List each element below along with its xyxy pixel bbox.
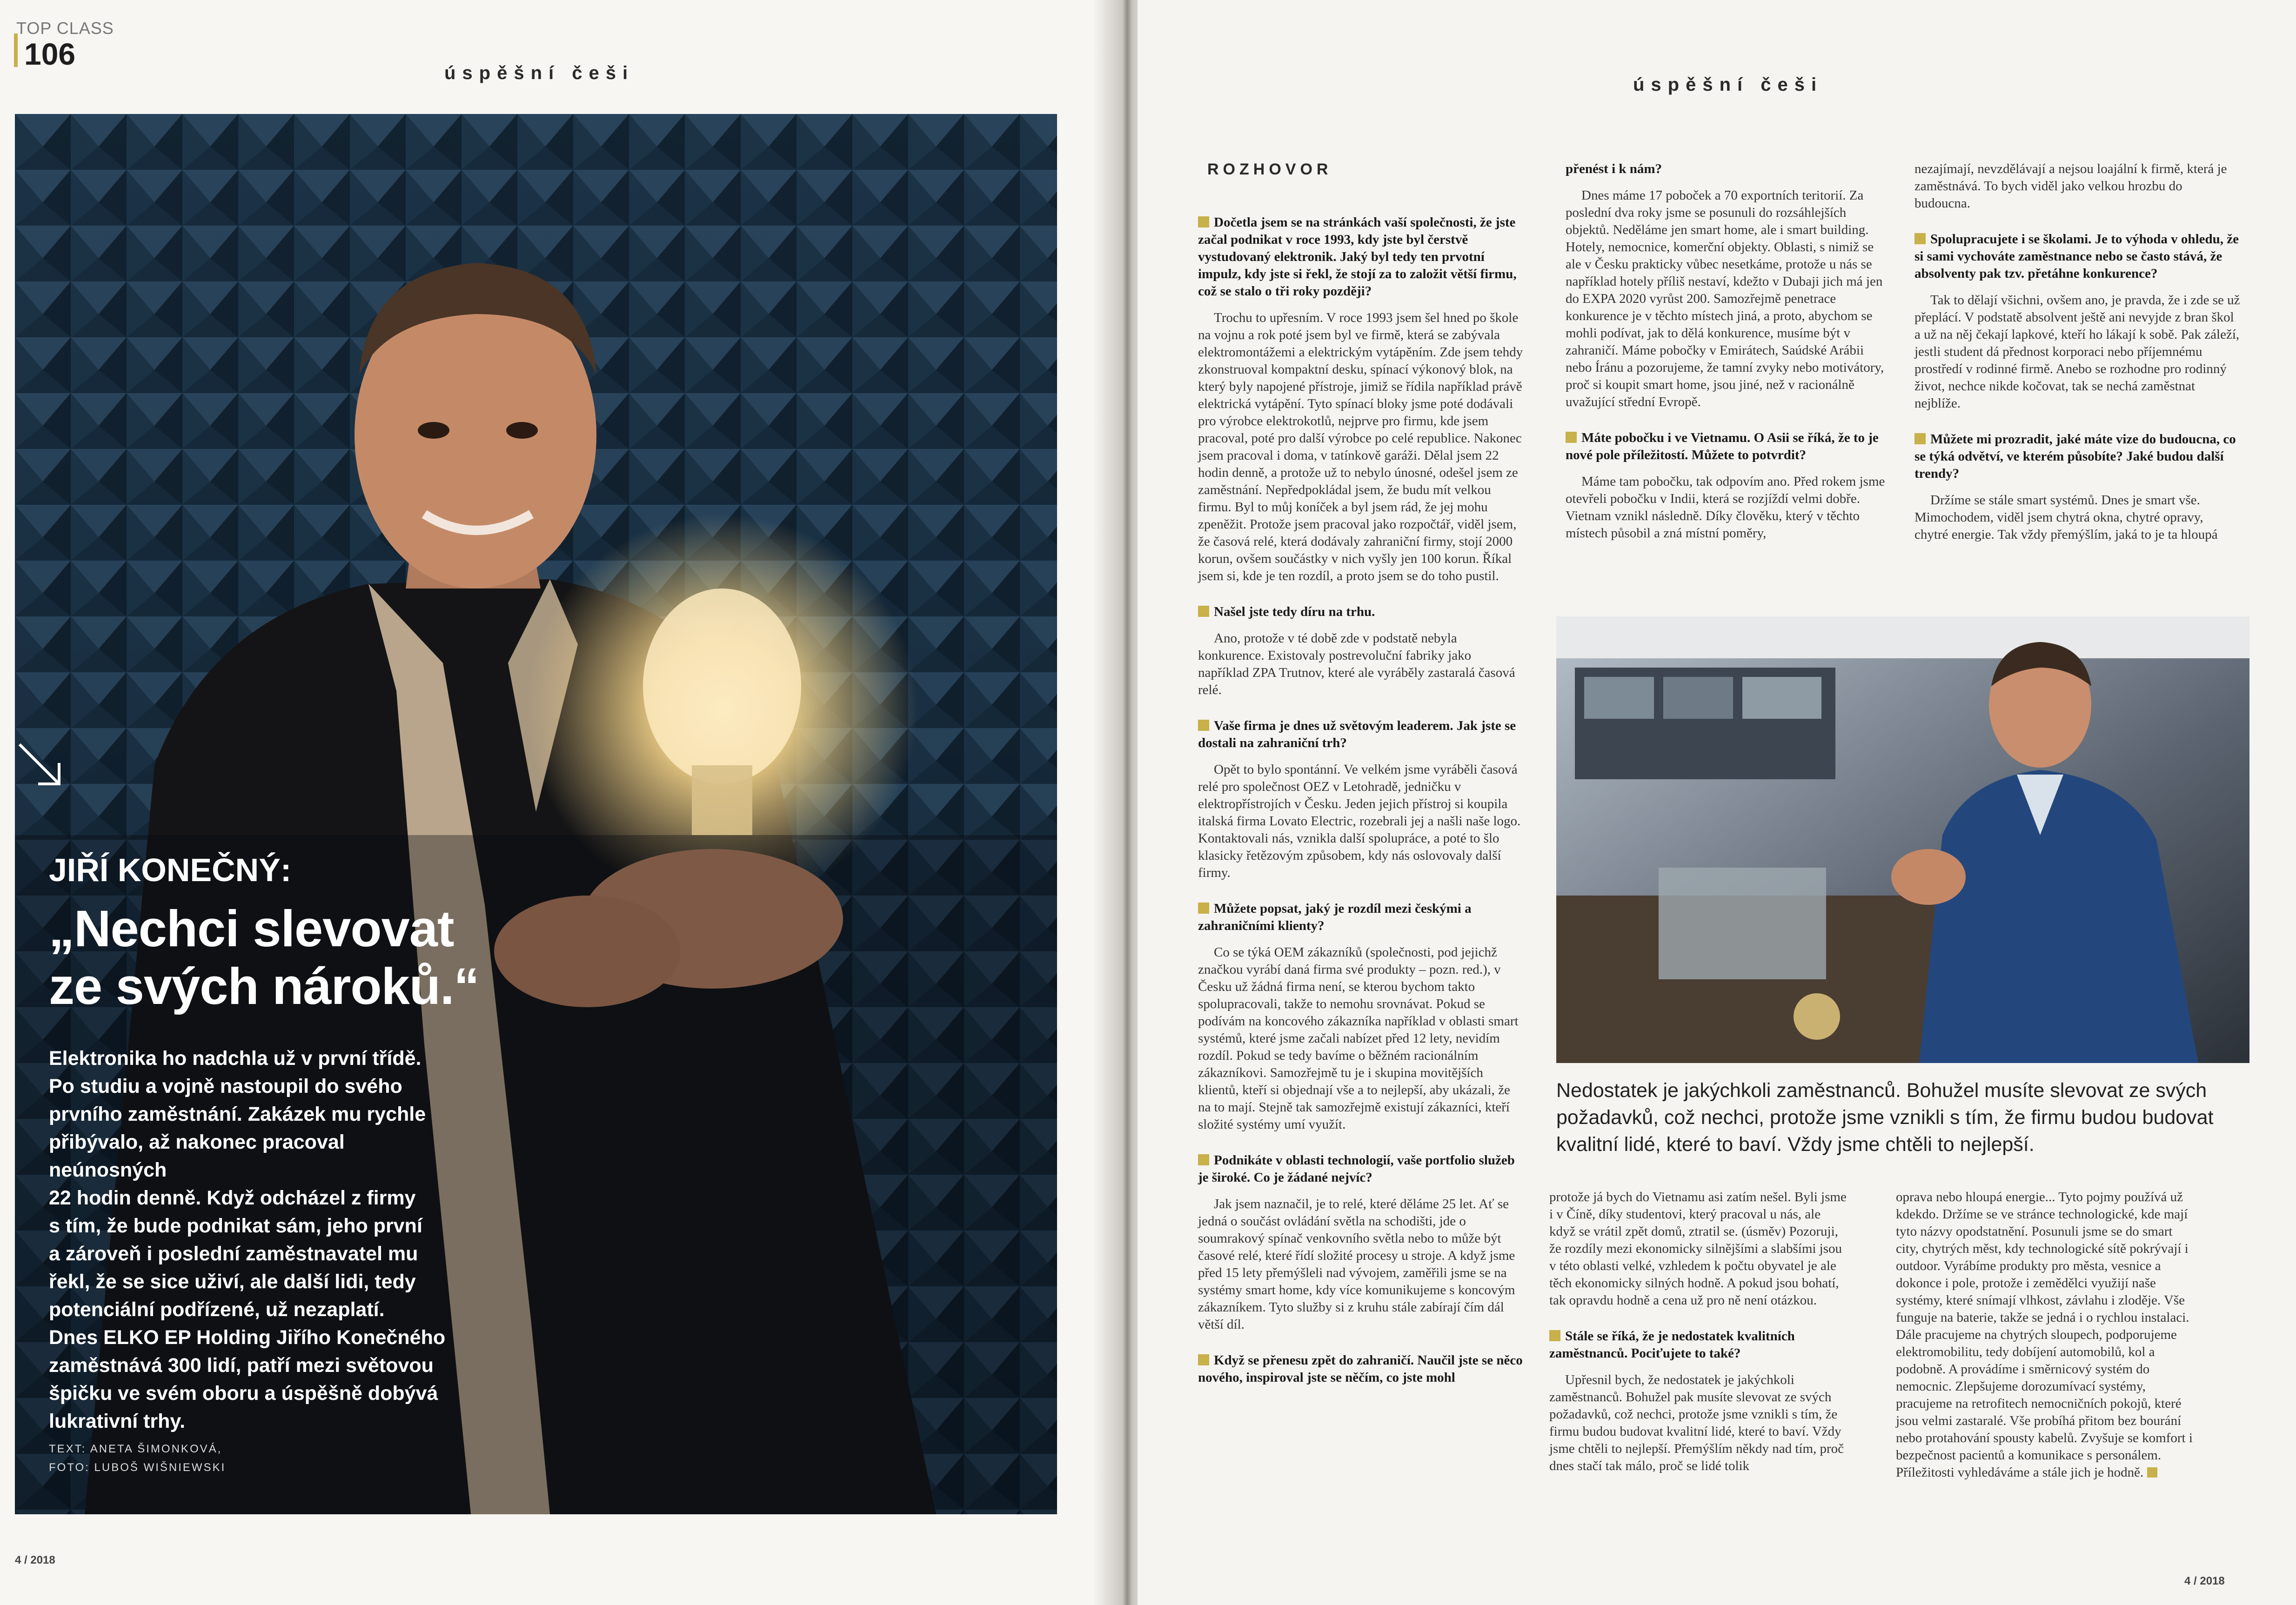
answer: Držíme se stále smart systémů. Dnes je smart vše. Mimochodem, viděl jsem chytrá okna, chytré opravy, chytré energie. Tak vždy přemýšlím, jaká to je ta hloupá — [1914, 493, 2218, 542]
lead-line: Elektronika ho nadchla už v první třídě. — [49, 1047, 422, 1070]
arrow-down-right-icon — [15, 740, 66, 791]
photo-caption: Nedostatek je jakýchkoli zaměstnanců. Bohužel musíte slevovat ze svých požadavků, což nechci, protože jsme vznikli s tím, že firmu budou budovat kvalitní lidé, které to baví. Vždy jsme chtěli to nejlepší. — [1556, 1079, 2214, 1156]
answer-continued: nezajímají, nevzdělávají a nejsou loajální k firmě, která je zaměstnává. To bych viděl jako velkou hrozbu do budoucna. — [1914, 161, 2227, 211]
question-marker-icon — [1566, 432, 1577, 443]
lead-line: prvního zaměstnání. Zakázek mu rychle — [49, 1103, 426, 1125]
lead-line: potenciální podřízené, už nezaplatí. — [49, 1298, 385, 1321]
article-column-3-top — [1914, 160, 2240, 562]
lead-line: a zároveň i poslední zaměstnavatel mu — [49, 1243, 418, 1265]
question-marker-icon — [1198, 606, 1209, 617]
answer: Co se týká OEM zákazníků (společnosti, pod jejichž značkou vyrábí daná firma své produkty – pozn. red.), v Česku už žádná firma není, se kterou bychom takto spolupracovali, takže to nemohu srovnávat. Pokud se podívám na koncového zákazníka například v oblasti smart systémů, které jsme začali nabízet před 12 lety, nevidím rozdíl. Pokud se tedy bavíme o běžném racionálním zákazníkovi. Samozřejmě tu je i skupina movitějších klientů, kteří si objednají vše a to nejlepší, aby ukázali, že na to mají. Stejně tak samozřejmě existují zákazníci, kteří složité systémy umí využít. — [1198, 945, 1519, 1132]
rubric: ROZHOVOR — [1207, 160, 1332, 178]
headline-line: „Nechci slevovat — [49, 900, 454, 957]
answer: Jak jsem naznačil, je to relé, které děláme 25 let. Ať se jedná o součást ovládání světla na schodišti, jde o soumrakový spínač venkovního světla nebo to může být časové relé, které řídí složité procesy u stroje. A když jsme před 15 lety přemýšleli nad vývojem, zaměřili jsme se na systémy smart home, kdy více komunikujeme s koncovým zákazníkem. Tyto služby si z kruhu stále zabírají čím dál větší díl. — [1198, 1197, 1515, 1332]
lead-paragraph — [49, 1044, 468, 1435]
brand-name: TOP CLASS — [16, 19, 114, 38]
lead-line: 22 hodin denně. Když odcházel z firmy — [49, 1187, 416, 1209]
question: Našel jste tedy díru na trhu. — [1198, 603, 1524, 621]
headline-line: ze svých nároků.“ — [49, 958, 479, 1015]
lead-line: s tím, že bude podnikat sám, jeho první — [49, 1215, 422, 1237]
left-page — [0, 0, 1117, 1605]
question: Dočetla jsem se na stránkách vaší společnosti, že jste začal podnikat v roce 1993, kdy jste byl čerstvě vystudovaný elektronik. Jaký byl tedy ten prvotní impulz, kdy jste si řekl, že stojí za to založit větší firmu, což se stalo o tři roky později? — [1198, 215, 1517, 299]
article-column-2-top — [1566, 160, 1887, 561]
lab-photo — [1556, 616, 2249, 1063]
brand-accent-bar — [14, 33, 18, 67]
answer: Trochu to upřesním. V roce 1993 jsem šel hned po škole na vojnu a rok poté jsem byl ve firmě, která se zabývala elektromontážemi a elektrickým vytápěním. Zde jsem tehdy zkonstruoval kompaktní desku, spínací výkonový blok, na který byly napojené přístroje, jimiž se řídila například právě elektrická vytápění. Tyto spínací bloky jsme poté dodávali pro výrobce elektrokotlů, nejprve pro firmu, kde jsem pracoval, poté pro další výrobce po celé republice. Nakonec jsem pracoval i doma, v tatínkově garáži. Dělal jsem 22 hodin denně, a protože už to nebylo únosné, odešel jsem ze zaměstnání. Nepředpokládal jsem, že budu mít velkou firmu. Byl to můj koníček a byl jsem rád, že jej mohu zpeněžit. Protože jsem pracoval jako rozpočtář, viděl jsem, že časová relé, která dodávaly zahraniční firmy, stojí 2000 korun, ovšem součástky v nich vyšly jen 100 korun. Říkal jsem si, kde je ten rozdíl, a proto jsem se do toho pustil. — [1198, 310, 1523, 583]
lead-line: špičku ve svém oboru a úspěšně dobývá — [49, 1382, 438, 1404]
question: Když se přenesu zpět do zahraničí. Naučil jste se něco nového, inspiroval jste se něčím, co jste mohl — [1198, 1353, 1523, 1385]
question: Stále se říká, že je nedostatek kvalitních zaměstnanců. Pociťujete to také? — [1549, 1329, 1795, 1361]
page-number: 106 — [24, 37, 76, 71]
section-title-right: úspěšní češi — [1633, 74, 1823, 95]
lead-line: Po studiu a vojně nastoupil do svého — [49, 1075, 402, 1097]
answer: Dnes máme 17 poboček a 70 exportních teritorií. Za poslední dva roky jsme se posunuli do rozsáhlejších objektů. Neděláme jen smart home, ale i smart building. Hotely, nemocnice, komerční objekty. Oblasti, s nimiž se ale v Česku prakticky vůbec nesetkáme, protože u nás se například hotely příliš nestaví, kdežto v Dubaji jich má jen do EXPA 2020 vyrůst 200. Samozřejmě penetrace konkurence je v těchto místech jiná, a proto, abychom se mohli podívat, jak to dělá konkurence, musíme být v zahraničí. Máme pobočky v Emirátech, Saúdské Arábii nebo Íránu a pozorujeme, že tamní zvyky nebo motivátory, proč si koupit smart home, jsou jiné, než v racionálně uvažující střední Evropě. — [1566, 188, 1884, 409]
lead-line: Dnes ELKO EP Holding Jiřího Konečného — [49, 1326, 446, 1349]
article-column-2-bottom — [1549, 1189, 1847, 1493]
answer: Ano, protože v té době zde v podstatě nebyla konkurence. Existovaly postrevoluční fabriky jako například ZPA Trutnov, které ale vyráběly zastaralá časová relé. — [1198, 631, 1515, 697]
credit-text: TEXT: ANETA ŠIMONKOVÁ, — [49, 1443, 222, 1455]
folio-left: 4 / 2018 — [15, 1554, 55, 1566]
article-column-3-bottom — [1896, 1189, 2198, 1500]
credits — [49, 1440, 226, 1477]
question-marker-icon — [1549, 1330, 1560, 1341]
answer-continued: oprava nebo hloupá energie... Tyto pojmy používá už kdekdo. Držíme se ve stránce technologické, kde mají tyto názvy opodstatnění. Posunuli jsme se do smart city, chytrých měst, kdy technologické sítě pokrývají i outdoor. Vyrábíme produkty pro města, vesnice a dokonce i pole, protože i zemědělci využijí naše systémy, které snímají vlhkost, závlahu i zloděje. Vše funguje na baterie, takže se jedná i o rychlou instalaci. Dále pracujeme na chytrých sloupech, podporujeme elektromobilitu, tedy dobíjení automobilů, kol a podobně. A provádíme i směrnicový systém do nemocnic. Zlepšujeme dorozumívací systémy, pracujeme na retrofitech nemocničních pokojů, které jsou velmi zastaralé. Vše probíhá přitom bez bourání nebo protahování spousty kabelů. Zvyšuje se komfort i bezpečnost pacientů a komunikace s personálem. Příležitosti vyhledáváme a stále jich je hodně. — [1896, 1190, 2193, 1480]
answer: Upřesnil bych, že nedostatek je jakýchkoli zaměstnanců. Bohužel pak musíte slevovat ze svých požadavků, což nechci, protože jsme vznikli s tím, že firmu budou budovat kvalitní lidé, které to baví. Vždy jsme chtěli to nejlepší. Přemýšlím někdy nad tím, proč dnes stačí tak málo, proč se lidé tolik — [1549, 1372, 1844, 1473]
section-title: úspěšní češi — [444, 63, 635, 83]
question: Můžete popsat, jaký je rozdíl mezi českými a zahraničními klienty? — [1198, 901, 1472, 933]
lead-line: přibývalo, až nakonec pracoval neúnosných — [49, 1131, 345, 1181]
lead-line: zaměstnává 300 lidí, patří mezi světovou — [49, 1354, 434, 1377]
interviewee-name: JIŘÍ KONEČNÝ: — [49, 852, 292, 888]
article-column-1 — [1198, 214, 1524, 1396]
question-marker-icon — [1914, 433, 1926, 444]
question: Spolupracujete i se školami. Je to výhoda v ohledu, že si sami vychováte zaměstnance nebo se často stává, že absolventy pak tzv. přetáhne konkurence? — [1914, 232, 2239, 281]
question: Máte pobočku i ve Vietnamu. O Asii se říká, že to je nové pole příležitostí. Můžete to potvrdit? — [1566, 430, 1879, 462]
folio-right: 4 / 2018 — [2184, 1575, 2225, 1587]
question: Vaše firma je dnes už světovým leaderem. Jak jste se dostali na zahraniční trh? — [1198, 718, 1516, 750]
question-continued: přenést i k nám? — [1566, 161, 1662, 176]
question-marker-icon — [1914, 233, 1926, 244]
end-marker-icon — [2147, 1467, 2157, 1478]
question-marker-icon — [1198, 1354, 1209, 1365]
answer-continued: protože já bych do Vietnamu asi zatím nešel. Byli jsme i v Číně, díky studentovi, který pracoval u nás, ale když se vrátil zpět domů, ztratil se. (úsměv) Pozoruji, že rozdíly mezi ekonomicky silnějšími a slabšími jsou v této oblasti velké, vzhledem k počtu obyvatel je ale těch ekonomicky silných hodně. A pokud jsou bohatí, tak opravdu hodně a cena už pro ně není otázkou. — [1549, 1190, 1847, 1308]
answer: Opět to bylo spontánní. Ve velkém jsme vyráběli časová relé pro společnost OEZ v Letohradě, jedničku v elektropřístrojích v Česku. Jeden jejich přístroj si koupila italská firma Lovato Electric, rozebrali jej a našli naše logo. Kontaktovali nás, vznikla další spolupráce, a poté to šlo klasicky řetězovým způsobem, kdy nás oslovovaly další firmy. — [1198, 762, 1521, 880]
question: Můžete mi prozradit, jaké máte vize do budoucna, co se týká odvětví, ve kterém působíte? Jaké budou další trendy? — [1914, 432, 2236, 481]
question-marker-icon — [1198, 720, 1209, 731]
question-marker-icon — [1198, 216, 1209, 227]
lab-illustration — [1556, 616, 2249, 1063]
answer: Máme tam pobočku, tak odpovím ano. Před rokem jsme otevřeli pobočku v Indii, která se rozjíždí velmi dobře. Vietnam vznikl následně. Díky člověku, který v těchto místech působil a zná místní poměry, — [1566, 474, 1885, 541]
question: Podnikáte v oblasti technologií, vaše portfolio služeb je široké. Co je žádané nejvíc? — [1198, 1153, 1515, 1185]
lead-line: řekl, že se sice uživí, ale další lidi, tedy — [49, 1271, 416, 1293]
lead-line: lukrativní trhy. — [49, 1410, 186, 1432]
credit-photo: FOTO: LUBOŠ WIŠNIEWSKI — [49, 1461, 226, 1474]
answer: Tak to dělají všichni, ovšem ano, je pravda, že i zde se už přeplácí. V podstatě absolvent ještě ani nevyjde z bran škol a už na něj čekají lapkové, kteří ho lákají k sobě. Pak záleží, jestli student dá přednost korporaci nebo příjemnému prostředí v rodinné firmě. Anebo se rozhodne pro rodinný život, nechce nikde kočovat, tak se nechá zaměstnat nejblíže. — [1914, 293, 2240, 411]
headline — [49, 900, 630, 1016]
question-marker-icon — [1198, 903, 1209, 914]
question-marker-icon — [1198, 1154, 1209, 1165]
